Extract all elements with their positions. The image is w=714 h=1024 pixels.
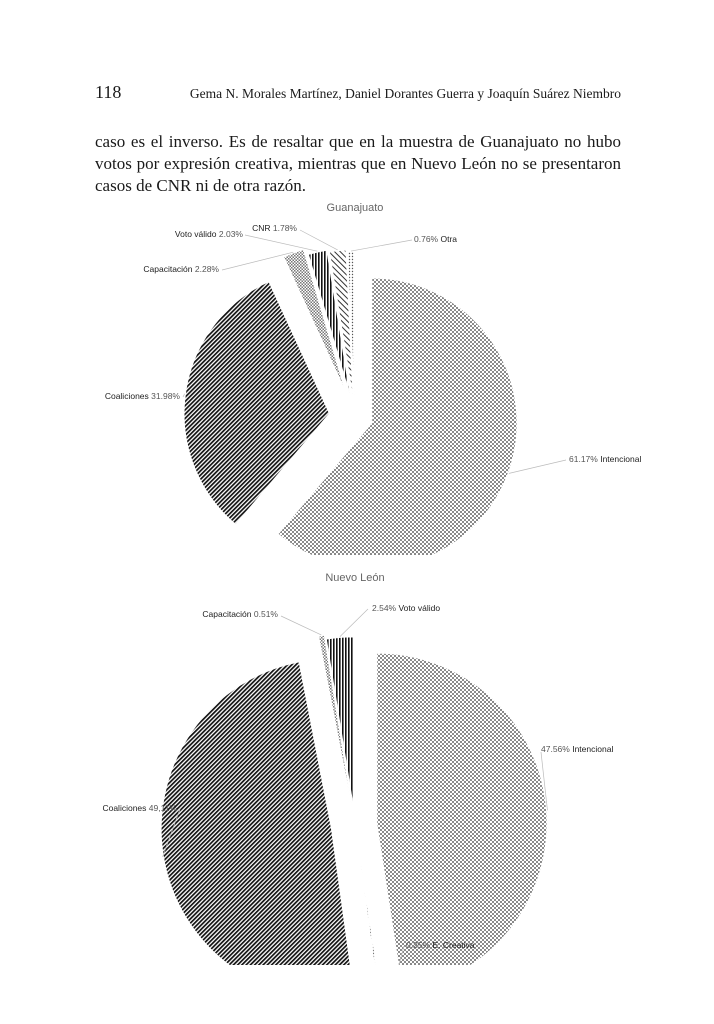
leader-line-voto-valido: [340, 609, 368, 637]
slice-label-value: 1.78%: [272, 223, 297, 233]
leader-line-otra: [351, 240, 412, 251]
slice-label-voto-valido: [372, 603, 440, 613]
leader-line-capacitacion: [281, 616, 321, 635]
slice-label-intencional: [569, 454, 641, 464]
leader-line-voto-valido: [245, 235, 317, 251]
slice-label-capacitacion: [202, 609, 278, 619]
slice-label-cnr: [252, 223, 297, 233]
leader-line-cnr: [300, 230, 338, 250]
leader-line-coaliciones: [183, 394, 185, 397]
slice-label-value: 2.54%: [372, 603, 397, 613]
slice-label-name: Capacitación: [202, 609, 252, 619]
chart-title: Nuevo León: [325, 572, 385, 584]
pie-slices: [161, 636, 547, 966]
slice-label-coaliciones: [102, 803, 177, 813]
leader-line-capacitacion: [222, 252, 293, 270]
slice-label-name: Voto válido: [174, 229, 217, 239]
slice-label-name: Voto válido: [398, 603, 441, 613]
page-number: 118: [95, 82, 122, 102]
page-header: [95, 82, 621, 106]
slice-label-name: Otra: [440, 234, 458, 244]
slice-label-value: 2.03%: [218, 229, 243, 239]
slice-label-otra: [414, 234, 457, 244]
slice-label-value: 61.17%: [569, 454, 598, 464]
slice-label-value: 49,11%: [148, 803, 177, 813]
slice-label-value: 47.56%: [541, 744, 570, 754]
slice-label-value: 0.25%: [406, 940, 431, 950]
leader-line-intencional: [509, 460, 566, 473]
slice-label-value: 0.76%: [414, 234, 439, 244]
slice-label-value: 2.28%: [194, 264, 219, 274]
pie-slice-coaliciones: [184, 282, 329, 524]
pie-slices: [184, 250, 517, 555]
slice-label-name: E. Creativa: [432, 940, 475, 950]
pie-slice-intencional: [377, 653, 547, 965]
running-head: Gema N. Morales Martínez, Daniel Dorantes Guerra y Joaquín Suárez Niembro: [189, 86, 621, 101]
pie-chart-nuevo-leon: [0, 565, 714, 965]
body-paragraph: caso es el inverso. Es de resaltar que en la muestra de Guanajuato no hubo votos por expresión creativa, mientras que en Nuevo León no se presentaron casos de CNR ni de otra razón.: [95, 132, 621, 195]
slice-label-e-creativa: [406, 940, 475, 950]
slice-label-value: 31.98%: [151, 391, 180, 401]
slice-label-coaliciones: [105, 391, 181, 401]
pie-chart-guanajuato: [0, 195, 714, 555]
slice-label-name: Intencional: [600, 454, 642, 464]
pie-slice-voto-valido: [327, 637, 354, 807]
slice-label-name: CNR: [252, 223, 271, 233]
slice-label-intencional: [541, 744, 613, 754]
chart-title: Guanajuato: [326, 202, 384, 214]
slice-label-capacitacion: [143, 264, 219, 274]
slice-label-name: Coaliciones: [104, 391, 149, 401]
slice-label-voto-valido: [175, 229, 244, 239]
pie-slice-coaliciones: [161, 662, 354, 965]
slice-label-value: 0.51%: [253, 609, 278, 619]
slice-label-name: Coaliciones: [102, 803, 147, 813]
pie-slice-e-creativa: [359, 853, 385, 965]
slice-label-name: Intencional: [572, 744, 614, 754]
slice-label-name: Capacitación: [143, 264, 193, 274]
